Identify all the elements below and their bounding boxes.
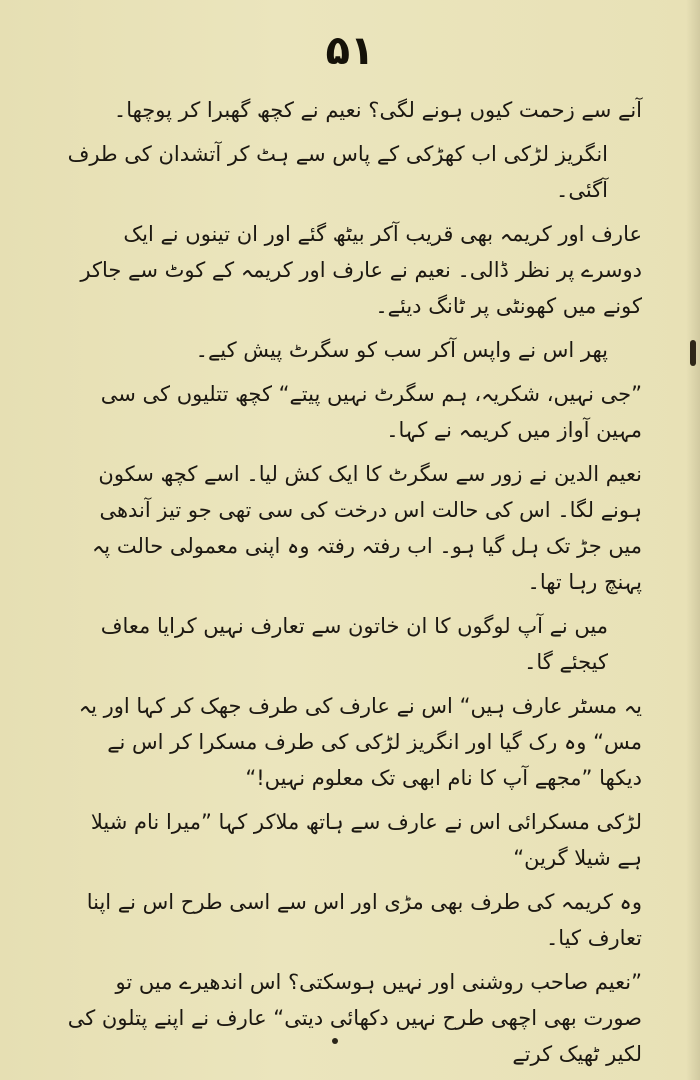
- paragraph: میں نے آپ لوگوں کا ان خاتون سے تعارف نہیں کرایا معاف کیجئے گا۔: [100, 614, 608, 674]
- paragraph: یہ مسٹر عارف ہیں“ اس نے عارف کی طرف جھک کر کہا اور یہ مس“ وہ رک گیا اور انگریز لڑکی کی طرف مسکرا کر اس نے دیکھا ”مجھے آپ کا نام ابھی تک معلوم نہیں!“: [78, 694, 642, 790]
- ink-dot: [332, 1038, 338, 1044]
- paragraph: آنے سے زحمت کیوں ہونے لگی؟ نعیم نے کچھ گھبرا کر پوچھا۔: [113, 98, 642, 122]
- paragraph: عارف اور کریمہ بھی قریب آکر بیٹھ گئے اور ان تینوں نے ایک دوسرے پر نظر ڈالی۔ نعیم نے عارف اور کریمہ کے کوٹ سے جاکر کونے میں کھونٹی پر ٹانگ دیئے۔: [80, 222, 642, 318]
- paragraph: نعیم الدین نے زور سے سگرٹ کا ایک کش لیا۔ اسے کچھ سکون ہونے لگا۔ اس کی حالت اس درخت کی سی تھی جو تیز آندھی میں جڑ تک ہل گیا ہو۔ اب رفتہ رفتہ وہ اپنی معمولی حالت پہ پہنچ رہا تھا۔: [92, 462, 642, 594]
- paragraph: ”جی نہیں، شکریہ، ہم سگرٹ نہیں پیتے“ کچھ تتلیوں کی سی مہین آواز میں کریمہ نے کہا۔: [100, 382, 642, 442]
- binding-hole-mark: [690, 340, 696, 366]
- paragraph: پھر اس نے واپس آکر سب کو سگرٹ پیش کیے۔: [195, 338, 608, 362]
- page-body: [62, 92, 642, 1080]
- paragraph: انگریز لڑکی اب کھڑکی کے پاس سے ہٹ کر آتشدان کی طرف آگئی۔: [67, 142, 608, 202]
- page-number: ۵۱: [325, 28, 375, 74]
- paragraph: لڑکی مسکرائی اس نے عارف سے ہاتھ ملاکر کہا ”میرا نام شیلا ہے شیلا گرین“: [90, 810, 642, 870]
- paragraph: ”نعیم صاحب روشنی اور نہیں ہوسکتی؟ اس اندھیرے میں تو صورت بھی اچھی طرح نہیں دکھائی دیتی“ عارف نے اپنے پتلون کی لکیر ٹھیک کرتے: [67, 970, 642, 1066]
- paragraph: وہ کریمہ کی طرف بھی مڑی اور اس سے اسی طرح اس نے اپنا تعارف کیا۔: [86, 890, 642, 950]
